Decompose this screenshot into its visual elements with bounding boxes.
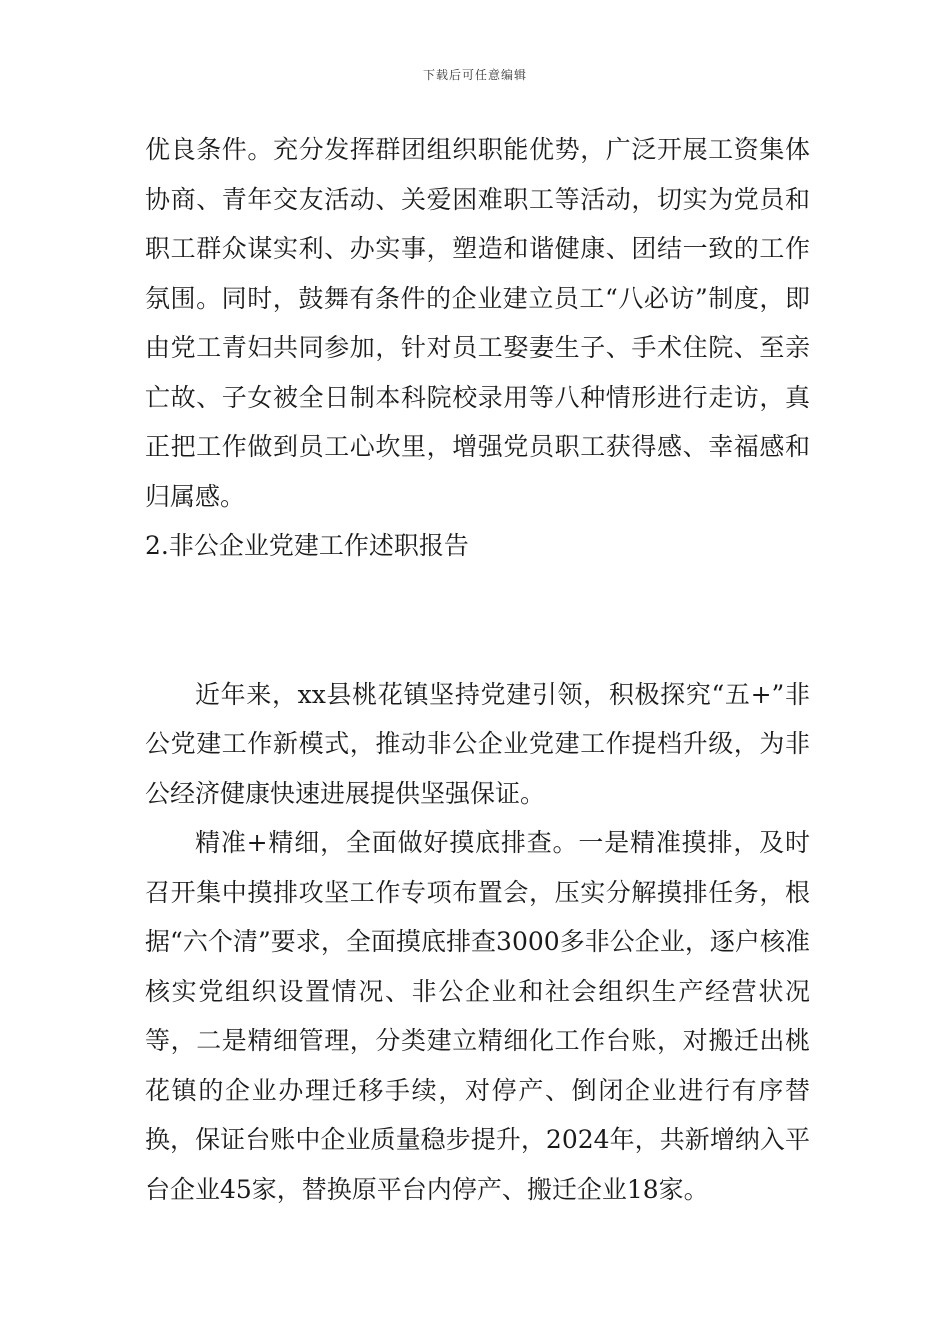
blank-space — [145, 571, 810, 670]
section-heading: 2.非公企业党建工作述职报告 — [145, 531, 469, 560]
paragraph-precision: 精准+精细，全面做好摸底排查。一是精准摸排，及时召开集中摸排攻坚工作专项布置会，压实分解摸排任务，根据“六个清”要求，全面摸底排查3000多非公企业，逐户核准核实党组织设置情况、非公企业和社会组织生产经营状况等，二是精细管理，分类建立精细化工作台账，对搬迁出桃花镇的企业办理迁移手续，对停产、倒闭企业进行有序替换，保证台账中企业质量稳步提升，2024年，共新增纳入平台企业45家，替换原平台内停产、搬迁企业18家。 — [145, 828, 810, 1204]
header-note: 下载后可任意编辑 — [422, 68, 527, 82]
paragraph-continuation: 优良条件。充分发挥群团组织职能优势，广泛开展工资集体协商、青年交友活动、关爱困难职工等活动，切实为党员和职工群众谋实利、办实事，塑造和谐健康、团结一致的工作氛围。同时，鼓舞有条件的企业建立员工“八必访”制度，即由党工青妇共同参加，针对员工娶妻生子、手术住院、至亲亡故、子女被全日制本科院校录用等八种情形进行走访，真正把工作做到员工心坎里，增强党员职工获得感、幸福感和归属感。 — [145, 135, 810, 511]
document-body — [145, 125, 810, 1214]
paragraph-intro: 近年来，xx县桃花镇坚持党建引领，积极探究“五+”非公党建工作新模式，推动非公企业党建工作提档升级，为非公经济健康快速进展提供坚强保证。 — [145, 679, 810, 808]
